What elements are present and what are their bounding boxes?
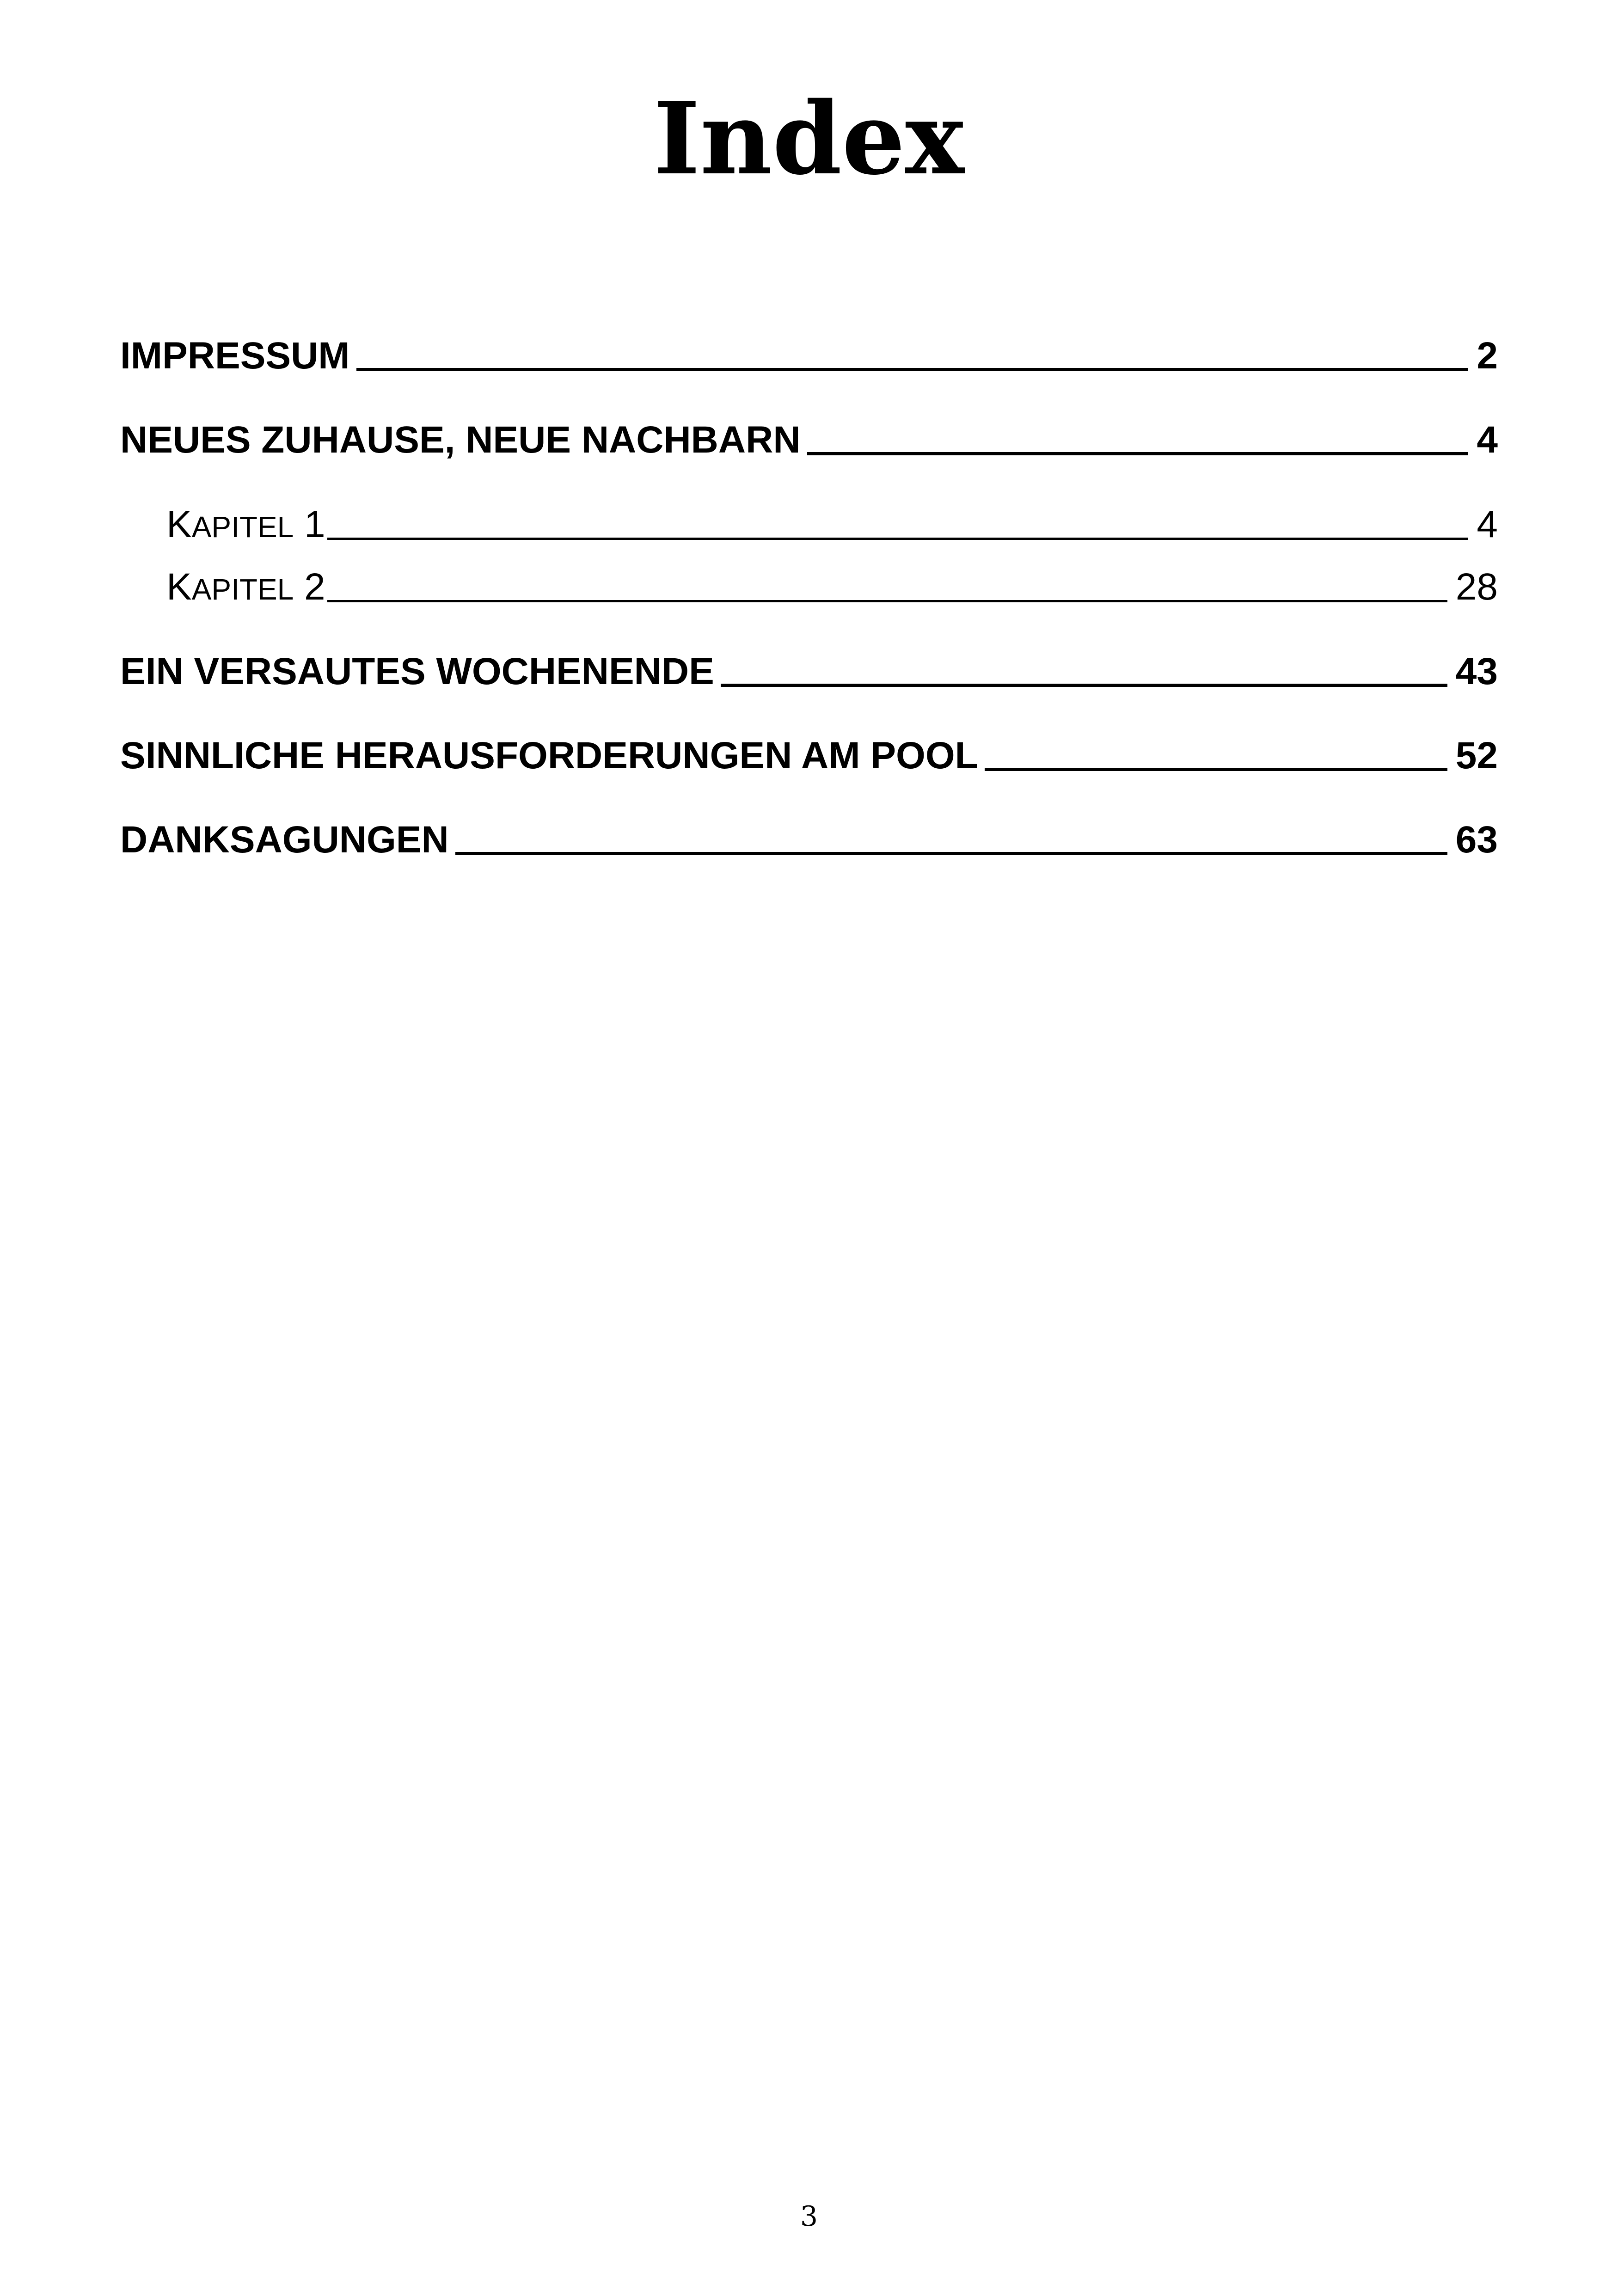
page-number: 3 (800, 2200, 818, 2233)
toc-entry-versautes-wochenende[interactable] (120, 646, 1498, 697)
toc-entry-title: SINNLICHE HERAUSFORDERUNGEN AM POOL (120, 735, 978, 777)
toc-entry-title: DANKSAGUNGEN (120, 819, 449, 861)
toc-entry-kapitel-1[interactable] (166, 499, 1498, 550)
toc-leader-line (985, 768, 1447, 771)
toc-title-rest: APITEL (191, 573, 294, 606)
toc-entry-title (166, 499, 325, 552)
toc-entry-neues-zuhause[interactable] (120, 415, 1498, 465)
toc-entry-danksagungen[interactable] (120, 814, 1498, 865)
toc-leader-line (455, 852, 1447, 855)
toc-leader-line (327, 538, 1469, 540)
toc-entry-title: IMPRESSUM (120, 335, 350, 377)
toc-title-rest: APITEL (191, 510, 294, 544)
toc-entry-page: 52 (1455, 735, 1498, 777)
toc-entry-impressum[interactable] (120, 331, 1498, 381)
toc-entry-sinnliche-herausforderungen[interactable] (120, 730, 1498, 781)
toc-leader-line (807, 452, 1469, 455)
toc-leader-line (356, 368, 1469, 371)
page-title: Index (653, 80, 965, 197)
toc-entry-title (166, 562, 325, 615)
toc-entry-page: 63 (1455, 819, 1498, 861)
toc-title-number: 2 (304, 566, 325, 608)
toc-entry-page: 2 (1477, 335, 1498, 377)
toc-leader-line (327, 600, 1447, 602)
toc-title-initial: K (166, 503, 192, 545)
toc-title-number: 1 (304, 503, 325, 545)
toc-entry-page: 28 (1455, 566, 1498, 608)
toc-entry-page: 4 (1477, 503, 1498, 545)
toc-entry-page: 4 (1477, 419, 1498, 461)
toc-entry-page: 43 (1455, 650, 1498, 692)
toc-entry-title: NEUES ZUHAUSE, NEUE NACHBARN (120, 419, 801, 461)
toc-title-initial: K (166, 566, 192, 608)
toc-entry-title: EIN VERSAUTES WOCHENENDE (120, 650, 714, 692)
toc-leader-line (721, 684, 1447, 687)
toc-entry-kapitel-2[interactable] (166, 562, 1498, 612)
